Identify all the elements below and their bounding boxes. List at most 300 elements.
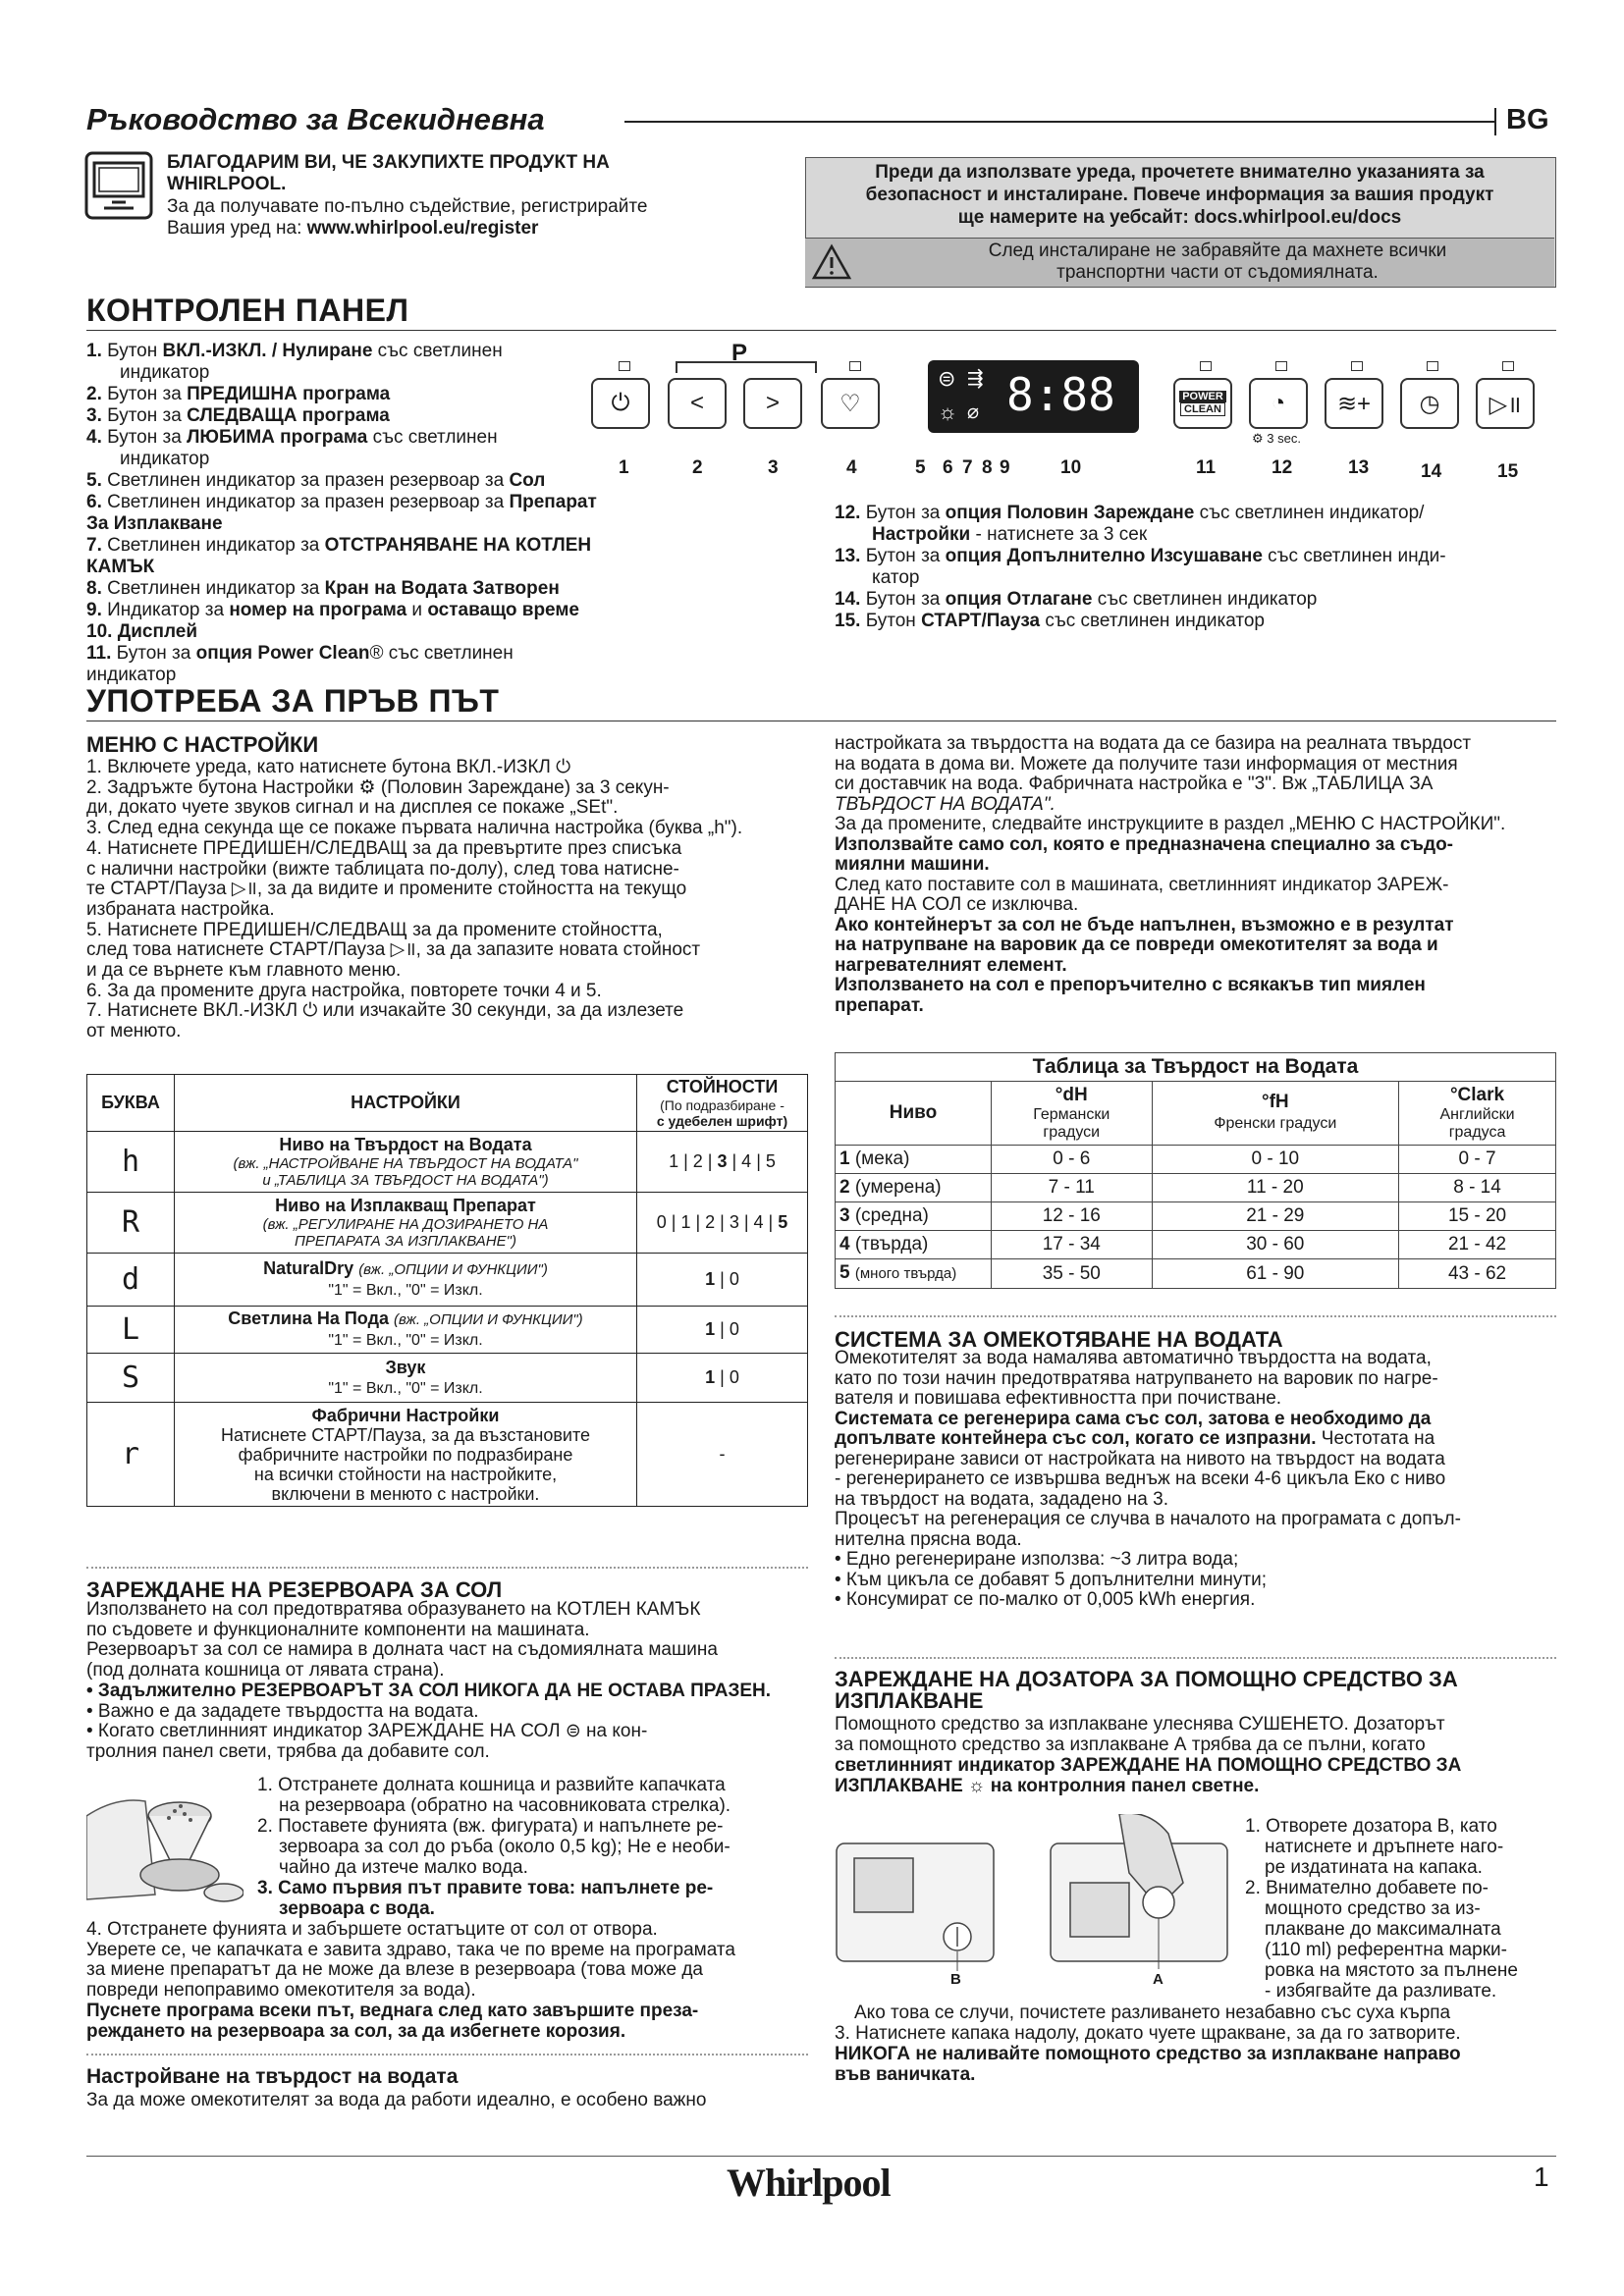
values-text: 0 | 1 | 2 | 3 | 4 | (656, 1212, 779, 1232)
salt-intro (86, 1600, 808, 1763)
salt-text: за миене препаратът да не може да влезе в резервоара (това може да (86, 1959, 703, 1981)
legend-num: 1. (86, 341, 102, 361)
legend-text: Бутон за (865, 589, 946, 610)
legend-bold: номер на програма (229, 600, 407, 620)
legend-item (86, 427, 597, 449)
col-clark-title: °Clark (1449, 1085, 1505, 1105)
control-legend-right (835, 503, 1561, 632)
hardness-setting-text: За да може омекотителят за вода да работи идеално, е особено важно (86, 2090, 707, 2110)
softener-text (835, 1349, 1556, 1611)
table-row (836, 1231, 1556, 1259)
legend-bold: ЛЮБИМА програма (187, 427, 368, 448)
panel-number: 7 (962, 457, 973, 478)
control-legend-left (86, 341, 597, 686)
legend-item: индикатор (120, 449, 210, 469)
col-values-sub: (По подразбиране - (660, 1097, 785, 1113)
legend-num: 13. (835, 546, 861, 566)
level-label: (твърда) (854, 1234, 929, 1255)
fh-cell: 11 - 20 (1152, 1174, 1399, 1202)
rinse-step: - избягвайте да разливате. (1265, 1981, 1497, 2002)
rinse-aid-steps (1245, 1816, 1557, 2002)
section-divider (835, 1315, 1556, 1317)
panel-number: 11 (1196, 457, 1217, 478)
display-panel (928, 360, 1139, 433)
panel-number: 6 (943, 457, 953, 478)
col-dh-title: °dH (1055, 1085, 1088, 1105)
legend-bold: оставащо време (427, 600, 579, 620)
legend-num: 11. (86, 643, 112, 664)
salt-text: реждането на резервоара за сол, за да избегнете корозия. (86, 2020, 626, 2042)
legend-text: Светлинен индикатор за (107, 578, 325, 599)
salt-step: 4. Отстранете фунията и забършете остатъците от сол от отвора. (86, 1919, 658, 1940)
rc-text: на натрупване на варовик да се повреди омекотителят за вода и (835, 934, 1438, 955)
sf-bold: допълвате контейнера със сол, когато се изпразни. (835, 1428, 1317, 1449)
rinse-title-1: ЗАРЕЖДАНЕ НА ДОЗАТОРА ЗА ПОМОЩНО СРЕДСТВО ЗА (835, 1667, 1458, 1691)
step-line: ди, докато чуете звуков сигнал и на дисплея се покаже „SEt". (86, 797, 619, 819)
table-row (836, 1202, 1556, 1231)
level-cell (836, 1231, 992, 1259)
legend-num: 6. (86, 492, 102, 512)
legend-bold: опция Половин Зареждане (945, 503, 1195, 523)
power-clean-label-2: CLEAN (1180, 402, 1225, 416)
setting-values (637, 1132, 808, 1193)
legend-text: Бутон за (107, 405, 188, 426)
legend-item (86, 492, 597, 535)
legend-num: 3. (86, 405, 102, 426)
legend-item (835, 546, 1561, 567)
legend-bold: Кран на Водата Затворен (324, 578, 560, 599)
display-digits: 8:88 (1006, 368, 1115, 421)
label-a: A (1153, 1971, 1164, 1988)
step-line: избраната настройка. (86, 898, 275, 920)
notice-line-2: безопасност и инсталиране. Повече информация за вашия продукт (865, 185, 1494, 205)
fh-cell: 30 - 60 (1152, 1231, 1399, 1259)
level-number: 3 (839, 1205, 850, 1226)
p-bracket-label: P (731, 340, 748, 366)
legend-bold: ВКЛ.-ИЗКЛ. / Нулиране (162, 341, 373, 361)
values-text: | 4 | 5 (727, 1151, 776, 1171)
legend-text: Индикатор за (107, 600, 230, 620)
legend-item: катор (872, 567, 920, 588)
legend-text: Бутон за (107, 427, 188, 448)
setting-name: Фабрични Настройки (311, 1405, 500, 1425)
led-15 (1502, 361, 1514, 371)
rinse-step: 2. Внимателно добавете по- (1245, 1878, 1489, 1898)
setting-name: Ниво на Твърдост на Водата (279, 1135, 532, 1154)
settings-table-header (87, 1075, 808, 1132)
led-14 (1427, 361, 1438, 371)
legend-text: Бутон (107, 341, 163, 361)
sf-text: като по този начин предотвратява натрупването на варовик по нагре- (835, 1367, 1438, 1389)
hardness-setting-title: Настройване на твърдост на водата (86, 2065, 459, 2088)
legend-bold: СТАРТ/Пауза (921, 611, 1041, 631)
col-values-title: СТОЙНОСТИ (666, 1077, 779, 1096)
setting-letter: S (87, 1354, 175, 1403)
fh-cell: 21 - 29 (1152, 1202, 1399, 1231)
values-text: 1 | 2 | (669, 1151, 718, 1171)
control-panel-rule (86, 330, 1556, 331)
rinse-text: Помощното средство за изплакване улеснява СУШЕНЕТО. Дозаторът (835, 1714, 1445, 1735)
legend-num: 12. (835, 503, 861, 523)
salt-text: Пуснете програма всеки път, веднага след като завършите преза- (86, 2000, 699, 2021)
salt-text: Използването на сол предотвратява образуването на КОТЛЕН КАМЪК (86, 1599, 701, 1620)
section-divider (86, 1567, 808, 1569)
legend-num: 15. (835, 611, 861, 631)
delay-button[interactable]: ◷ (1400, 378, 1459, 429)
level-label: (много твърда) (854, 1265, 957, 1282)
intro-text-2 (167, 218, 538, 240)
level-number: 2 (839, 1177, 850, 1198)
dh-cell: 35 - 50 (992, 1259, 1153, 1289)
step-line: 4. Натиснете ПРЕДИШЕН/СЛЕДВАЩ за да превъртите през списъка (86, 837, 682, 859)
setting-note: "1" = Вкл., "0" = Изкл. (328, 1282, 483, 1299)
dh-cell: 0 - 6 (992, 1146, 1153, 1174)
panel-number: 9 (1000, 457, 1010, 478)
setting-note: и „ТАБЛИЦА ЗА ТВЪРДОСТ НА ВОДАТА") (262, 1172, 549, 1189)
panel-number: 12 (1272, 457, 1293, 478)
monitor-icon (84, 151, 153, 220)
level-label: (мека) (854, 1148, 910, 1169)
legend-item (86, 405, 597, 427)
legend-item (835, 611, 1561, 632)
salt-bullet: тролния панел свети, трябва да добавите сол. (86, 1740, 490, 1762)
sf-text: регенериране зависи от настройката на нивото на твърдост на водата (835, 1448, 1445, 1469)
footer-rule (86, 2156, 1556, 2157)
rc-text: нагревателният елемент. (835, 954, 1067, 976)
warning-line-1: След инсталиране не забравяйте да махнете всички (988, 240, 1447, 261)
rc-text: ДАНЕ НА СОЛ се изключва. (835, 894, 1079, 915)
legend-text: Светлинен индикатор за празен резервоар за (107, 470, 510, 491)
three-sec-label: ⚙ 3 sec. (1252, 431, 1301, 446)
setting-values: - (637, 1403, 808, 1507)
legend-text: със светлинен (372, 341, 503, 361)
rinse-step: 3. Натиснете капака надолу, докато чуете щракване, за да го затворите. (835, 2023, 1461, 2044)
level-number: 4 (839, 1234, 850, 1255)
led-4 (849, 361, 861, 371)
col-fh-sub: Френски градуси (1214, 1115, 1337, 1132)
rinse-step: ровка на мястото за пълнене (1265, 1960, 1518, 1981)
legend-num: 14. (835, 589, 861, 610)
rc-text: След като поставите сол в машината, светлинният индикатор ЗАРЕЖ- (835, 874, 1449, 895)
level-cell (836, 1146, 992, 1174)
rc-text: препарат. (835, 994, 924, 1016)
legend-text: Бутон за (865, 503, 946, 523)
header-divider (1494, 108, 1496, 135)
legend-item (86, 341, 597, 362)
rinse-aid-title (835, 1669, 1458, 1712)
col-clark (1399, 1082, 1556, 1146)
legend-num: 10. (86, 621, 113, 642)
extra-dry-button[interactable]: ≋+ (1325, 378, 1383, 429)
sf-normal: Честотата на (1316, 1428, 1435, 1449)
setting-cell (175, 1354, 637, 1403)
values-default: 5 (778, 1212, 788, 1232)
salt-text: (под долната кошница от лявата страна). (86, 1660, 445, 1682)
setting-name: NaturalDry (263, 1258, 354, 1278)
legend-num: 7. (86, 535, 102, 556)
col-fh-title: °fH (1261, 1092, 1289, 1112)
level-number: 5 (839, 1262, 850, 1283)
setting-values (637, 1254, 808, 1307)
step-line: 6. За да промените друга настройка, повторете точки 4 и 5. (86, 980, 602, 1001)
step-line: и да се върнете към главното меню. (86, 960, 402, 982)
legend-text: Бутон (865, 611, 922, 631)
rinse-dispenser-illustration (835, 1814, 1237, 1991)
panel-number: 4 (846, 457, 857, 478)
panel-number: 10 (1060, 457, 1082, 478)
values-text: | 0 (715, 1367, 739, 1387)
rinse-title-2: ИЗПЛАКВАНЕ (835, 1688, 984, 1713)
limescale-indicator-icon: ⇶ (967, 368, 984, 390)
legend-bold: СЛЕДВАЩА програма (187, 405, 390, 426)
table-row (87, 1193, 808, 1254)
setting-note: (вж. „ОПЦИИ И ФУНКЦИИ") (394, 1311, 583, 1328)
rinse-warning: НИКОГА не наливайте помощното средство за изплакване направо (835, 2044, 1461, 2064)
setting-cell (175, 1254, 637, 1307)
safety-notice-text (805, 161, 1554, 229)
led-11 (1200, 361, 1212, 371)
rinse-step: ре издатината на капака. (1265, 1857, 1483, 1878)
legend-item (86, 384, 597, 405)
salt-step: зервоара с вода. (279, 1898, 435, 1919)
setting-note: включени в менюто с настройки. (271, 1483, 540, 1504)
panel-number: 13 (1348, 457, 1370, 478)
clark-cell: 15 - 20 (1399, 1202, 1556, 1231)
setting-note: "1" = Вкл., "0" = Изкл. (328, 1379, 483, 1397)
values-text: | 0 (715, 1269, 739, 1289)
setting-name: Светлина На Пода (228, 1308, 390, 1328)
legend-text: Светлинен индикатор за (107, 535, 325, 556)
power-clean-label-1: POWER (1179, 391, 1226, 402)
salt-text: Резервоарът за сол се намира в долната част на съдомиялната машина (86, 1639, 718, 1661)
salt-outro (86, 1920, 808, 2042)
table-row (836, 1146, 1556, 1174)
step-line: 2. Задръжте бутона Настройки ⚙ (Половин Зареждане) за 3 секун- (86, 776, 670, 798)
half-load-settings-button[interactable]: ◔ (1249, 378, 1308, 429)
setting-name: Ниво на Изплакващ Препарат (275, 1196, 536, 1215)
table-row (87, 1254, 808, 1307)
notice-line-3: ще намерите на уебсайт: docs.whirlpool.eu/docs (957, 207, 1402, 228)
rc-text: си доставчик на вода. Фабричната настройка е "3". Вж „ТАБЛИЦА ЗА (835, 774, 1434, 794)
rinse-aid-indicator-icon: ☼ (938, 400, 958, 424)
setting-letter: r (87, 1403, 175, 1507)
legend-text: Светлинен индикатор за празен резервоар за (107, 492, 510, 512)
salt-step: зервоара за сол до ръба (около 0,5 kg); Не е необи- (279, 1837, 731, 1857)
clark-cell: 8 - 14 (1399, 1174, 1556, 1202)
section-divider (835, 1657, 1556, 1659)
page-number: 1 (1534, 2162, 1549, 2192)
legend-bold: ОТСТРАНЯВАНЕ НА КОТЛЕН КАМЪК (86, 535, 592, 577)
power-button[interactable]: ⏻ (591, 378, 650, 429)
step-line: 5. Натиснете ПРЕДИШЕН/СЛЕДВАЩ за да промените стойността, (86, 919, 663, 940)
step-line: 3. След една секунда ще се покаже първата налична настройка (буква „h"). (86, 818, 743, 839)
rinse-text: ИЗПЛАКВАНЕ ☼ на контролния панел светне. (835, 1776, 1260, 1796)
col-clark-sub: Английски (1439, 1106, 1515, 1123)
section-divider (86, 2054, 808, 2056)
legend-text: със светлинен инди- (1262, 546, 1446, 566)
rc-text: на водата в дома ви. Можете да получите тази информация от местния (835, 753, 1458, 774)
legend-bold: Дисплей (117, 621, 198, 642)
warning-triangle-icon (811, 243, 852, 281)
legend-bold: Препарат За Изплакване (86, 492, 597, 534)
values-default: 1 (705, 1319, 716, 1339)
salt-funnel-illustration (86, 1777, 244, 1904)
legend-bold: опция Допълнително Изсушаване (945, 546, 1263, 566)
sf-text: Системата се регенерира сама със сол, затова е необходимо да (835, 1408, 1432, 1429)
setting-name: Звук (385, 1357, 426, 1377)
salt-title: ЗАРЕЖДАНЕ НА РЕЗЕРВОАРА ЗА СОЛ (86, 1577, 503, 1602)
notice-line-1: Преди да използвате уреда, прочетете внимателно указанията за (875, 162, 1485, 183)
legend-text: Бутон за (116, 643, 196, 664)
dh-cell: 7 - 11 (992, 1174, 1153, 1202)
table-row (87, 1307, 808, 1354)
rinse-step: 1. Отворете дозатора B, като (1245, 1816, 1497, 1837)
level-cell (836, 1174, 992, 1202)
rinse-step: (110 ml) референтна марки- (1265, 1940, 1507, 1960)
settings-menu-title: МЕНЮ С НАСТРОЙКИ (86, 732, 319, 757)
setting-letter: L (87, 1307, 175, 1354)
salt-step: 3. Само първия път правите това: напълнете ре- (257, 1878, 714, 1898)
rc-text: миялни машини. (835, 854, 990, 875)
clark-cell: 43 - 62 (1399, 1259, 1556, 1289)
level-number: 1 (839, 1148, 850, 1169)
led-12 (1275, 361, 1287, 371)
setting-note: ПРЕПАРАТА ЗА ИЗПЛАКВАНЕ") (295, 1233, 516, 1250)
salt-indicator-icon: ⊜ (938, 366, 956, 391)
salt-text: Уверете се, че капачката е завита здраво, така че по време на програмата (86, 1939, 735, 1960)
legend-bold: опция Отлагане (945, 589, 1093, 610)
settings-table (86, 1074, 808, 1507)
rc-text: За да промените, следвайте инструкциите в раздел „МЕНЮ С НАСТРОЙКИ". (835, 814, 1506, 834)
hardness-continued (835, 734, 1556, 1016)
rc-text: Използвайте само сол, която е предназначена специално за съдо- (835, 833, 1454, 855)
table-row (836, 1174, 1556, 1202)
setting-cell (175, 1193, 637, 1254)
rinse-text: светлинният индикатор ЗАРЕЖДАНЕ НА ПОМОЩНО СРЕДСТВО ЗА (835, 1755, 1462, 1776)
header-rule (624, 121, 1496, 123)
favorite-button[interactable]: ♡ (821, 378, 880, 429)
level-label: (умерена) (854, 1177, 942, 1198)
panel-number: 5 (915, 457, 926, 478)
rinse-step: Ако това се случи, почистете разливането незабавно със суха кърпа (854, 2002, 1451, 2023)
legend-text: със светлинен (367, 427, 498, 448)
legend-item (86, 643, 597, 686)
panel-number: 15 (1497, 461, 1519, 482)
legend-item (86, 578, 597, 600)
led-13 (1351, 361, 1363, 371)
table-row (87, 1403, 808, 1507)
register-url[interactable]: www.whirlpool.eu/register (306, 218, 539, 239)
power-clean-button[interactable] (1173, 378, 1232, 429)
rc-text: Използването на сол е препоръчително с всякакъв тип миялен (835, 975, 1426, 995)
sf-text: Процесът на регенерация се случва в началото на програмата с допъл- (835, 1509, 1461, 1529)
intro-text-2-prefix: Вашия уред на: (167, 218, 307, 239)
table-row (87, 1132, 808, 1193)
legend-bold: Настройки (872, 524, 971, 545)
legend-text: Бутон за (865, 546, 946, 566)
step-line: след това натиснете СТАРТ/Пауза ▷॥, за да запазите новата стойност (86, 939, 701, 961)
sf-text: на твърдост на водата, зададено на 3. (835, 1488, 1168, 1510)
setting-note: "1" = Вкл., "0" = Изкл. (328, 1332, 483, 1349)
clark-cell: 21 - 42 (1399, 1231, 1556, 1259)
legend-item (835, 589, 1561, 611)
legend-item (86, 470, 597, 492)
col-settings: НАСТРОЙКИ (175, 1075, 637, 1132)
start-pause-button[interactable]: ▷॥ (1476, 378, 1535, 429)
settings-menu-steps (86, 758, 808, 1042)
dh-cell: 17 - 34 (992, 1231, 1153, 1259)
setting-values (637, 1354, 808, 1403)
panel-number: 1 (619, 457, 629, 478)
p-bracket (676, 361, 817, 373)
fh-cell: 0 - 10 (1152, 1146, 1399, 1174)
fh-cell: 61 - 90 (1152, 1259, 1399, 1289)
level-label: (средна) (854, 1205, 929, 1226)
softener-title: СИСТЕМА ЗА ОМЕКОТЯВАНЕ НА ВОДАТА (835, 1327, 1283, 1352)
legend-text: със светлинен индикатор (1092, 589, 1318, 610)
setting-values (637, 1193, 808, 1254)
legend-text: със светлинен индикатор (1040, 611, 1265, 631)
hardness-table-title: Таблица за Твърдост на Водата (836, 1053, 1556, 1082)
col-level: Ниво (836, 1082, 992, 1146)
sf-bullet: • Консумират се по-малко от 0,005 kWh енергия. (835, 1589, 1256, 1610)
legend-num: 2. (86, 384, 102, 404)
clark-cell: 0 - 7 (1399, 1146, 1556, 1174)
setting-note: фабричните настройки по подразбиране (238, 1444, 573, 1465)
step-line: те СТАРТ/Пауза ▷॥, за да видите и промените стойността на текущо (86, 879, 687, 900)
values-default: 1 (705, 1367, 716, 1387)
sf-text: вателя и повишава ефективността при почистване. (835, 1388, 1282, 1409)
sf-text: Омекотителят за вода намалява автоматично твърдостта на водата, (835, 1348, 1432, 1368)
dh-cell: 12 - 16 (992, 1202, 1153, 1231)
setting-letter: d (87, 1254, 175, 1307)
legend-item (86, 535, 597, 578)
legend-num: 5. (86, 470, 102, 491)
page-header-title: Ръководство за Всекидневна (86, 102, 545, 136)
legend-item (835, 524, 1561, 546)
col-dh-sub: градуси (1043, 1124, 1101, 1141)
language-code: BG (1506, 104, 1549, 135)
next-button[interactable]: > (743, 378, 802, 429)
rinse-aid-outro (835, 2002, 1556, 2085)
values-default: 1 (705, 1269, 716, 1289)
col-dh (992, 1082, 1153, 1146)
previous-button[interactable]: < (668, 378, 727, 429)
rc-text: Ако контейнерът за сол не бъде напълнен, възможно е в резултат (835, 914, 1454, 935)
salt-bullet: • Задължително РЕЗЕРВОАРЪТ ЗА СОЛ НИКОГА ДА НЕ ОСТАВА ПРАЗЕН. (86, 1680, 772, 1701)
step-line: от менюто. (86, 1021, 182, 1042)
panel-number: 3 (768, 457, 779, 478)
whirlpool-logo: Whirlpool (727, 2161, 891, 2205)
col-values (637, 1075, 808, 1132)
warning-line-2: транспортни части от съдомиялната. (1056, 262, 1379, 283)
hardness-table-header (836, 1082, 1556, 1146)
setting-cell (175, 1132, 637, 1193)
intro-heading: БЛАГОДАРИМ ВИ, ЧЕ ЗАКУПИХТЕ ПРОДУКТ НА WHIRLPOOL. (167, 152, 610, 194)
panel-number: 2 (692, 457, 703, 478)
sf-text (835, 1429, 1556, 1450)
col-dh-sub: Германски (1033, 1106, 1110, 1123)
legend-item: индикатор (120, 362, 210, 383)
step-line: с налични настройки (вижте таблицата по-долу), след това натисне- (86, 858, 679, 880)
led-1 (619, 361, 630, 371)
rc-text: настройката за твърдостта на водата да се базира на реалната твърдост (835, 733, 1472, 754)
legend-num: 8. (86, 578, 102, 599)
setting-values (637, 1307, 808, 1354)
rinse-text: за помощното средство за изплакване А трябва да се пълни, когато (835, 1735, 1426, 1755)
sf-bullet: • Към цикъла се добавят 5 допълнителни минути; (835, 1569, 1268, 1590)
sf-text: нителна прясна вода. (835, 1528, 1022, 1550)
